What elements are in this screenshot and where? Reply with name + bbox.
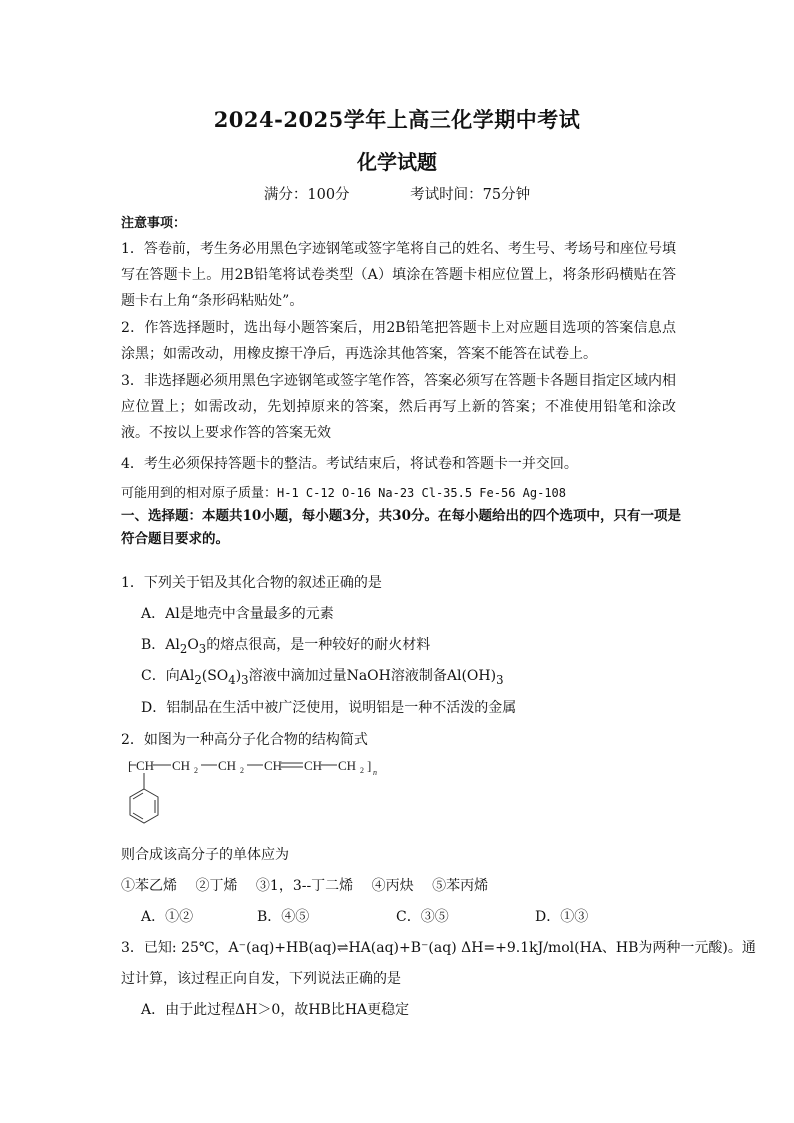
question-1-option-a: A．Al是地壳中含量最多的元素 xyxy=(141,606,334,622)
benzene-ring xyxy=(130,789,158,823)
polymer-structure-diagram xyxy=(126,755,386,837)
repeat-n: n xyxy=(373,768,377,777)
monomer-4: ④丙炔 xyxy=(371,878,414,894)
exam-duration: 考试时间：75分钟 xyxy=(410,187,531,203)
question-2-stem: 2．如图为一种高分子化合物的结构简式 xyxy=(121,732,368,748)
chain-ch-3: CH xyxy=(304,758,323,773)
note-item-1: 1．答卷前，考生务必用黑色字迹钢笔或签字笔将自己的姓名、考生号、考场号和座位号填写在答题卡上。用2B铅笔将试卷类型（A）填涂在答题卡相应位置上，将条形码横贴在答题卡右上角“条形码粘贴处”。 xyxy=(121,241,676,309)
atomic-masses xyxy=(121,482,566,501)
question-1-stem: 1．下列关于铝及其化合物的叙述正确的是 xyxy=(121,575,382,591)
question-2-option-a: A．①② xyxy=(141,909,194,925)
chain-ch2-3: CH xyxy=(338,758,357,773)
question-3-option-a: A．由于此过程ΔH＞0，故HB比HA更稳定 xyxy=(141,1002,410,1018)
note-item-3: 3．非选择题必须用黑色字迹钢笔或签字笔作答，答案必须写在答题卡各题目指定区域内相应位置上；如需改动，先划掉原来的答案，然后再写上新的答案；不准使用铅笔和涂改液。不按以上要求作答的答案无效 xyxy=(121,373,676,441)
question-1-option-b: B．$Al_2O_3$的熔点很高，是一种较好的耐火材料 xyxy=(141,637,431,656)
chain-ch-2: CH xyxy=(264,758,283,773)
chain-ch-1: CH xyxy=(136,758,155,773)
note-item-2: 2．作答选择题时，选出每小题答案后，用2B铅笔把答题卡上对应题目选项的答案信息点涂黑；如需改动，用橡皮擦干净后，再选涂其他答案，答案不能答在试卷上。 xyxy=(121,320,676,362)
question-1-option-c: C．向$Al_2(SO_4)_3$溶液中滴加过量NaOH溶液制备$Al(OH)_3$ xyxy=(141,668,504,687)
chain-ch2-1: CH xyxy=(172,758,191,773)
question-3-stem-line-2: 过计算，该过程正向自发，下列说法正确的是 xyxy=(121,971,401,987)
full-score: 满分：100分 xyxy=(263,187,350,203)
atomic-masses-label: 可能用到的相对原子质量： xyxy=(121,486,278,501)
exam-title: 2024-2025学年上高三化学期中考试 xyxy=(213,107,581,132)
question-2-option-d: D．①③ xyxy=(535,909,589,925)
monomer-5: ⑤苯丙烯 xyxy=(432,878,489,894)
question-2-ask: 则合成该高分子的单体应为 xyxy=(121,847,289,863)
chain-ch2-1-sub: 2 xyxy=(194,766,198,775)
question-2-option-b: B．④⑤ xyxy=(257,909,310,925)
section-1-heading: 一、选择题：本题共10小题，每小题3分，共30分。在每小题给出的四个选项中，只有一项是符合题目要求的。 xyxy=(121,508,681,547)
monomer-3: ③1，3--丁二烯 xyxy=(255,878,354,894)
exam-meta xyxy=(0,183,794,204)
chain-ch2-2-sub: 2 xyxy=(240,766,244,775)
notes-heading: 注意事项： xyxy=(121,216,187,231)
chain-ch2-3-sub: 2 xyxy=(360,766,364,775)
exam-subtitle: 化学试题 xyxy=(357,150,437,174)
question-1-option-d: D．铝制品在生活中被广泛使用，说明铝是一种不活泼的金属 xyxy=(141,700,517,716)
monomer-2: ②丁烯 xyxy=(195,878,238,894)
monomer-1: ①苯乙烯 xyxy=(121,878,177,894)
bracket-right: ] xyxy=(367,758,372,773)
bracket-left: [ xyxy=(128,758,133,773)
question-3-stem-line-1: 3．已知: 25℃，A⁻(aq)+HB(aq)⇌HA(aq)+B⁻(aq) ΔH=+9.1kJ/mol(HA、HB为两种一元酸)。通 xyxy=(121,940,756,956)
question-2-option-c: C．③⑤ xyxy=(396,909,449,925)
question-2-monomers xyxy=(121,875,502,895)
atomic-masses-values: H-1 C-12 O-16 Na-23 Cl-35.5 Fe-56 Ag-108 xyxy=(277,486,566,500)
note-item-4: 4．考生必须保持答题卡的整洁。考试结束后，将试卷和答题卡一并交回。 xyxy=(121,456,578,472)
chain-ch2-2: CH xyxy=(218,758,237,773)
